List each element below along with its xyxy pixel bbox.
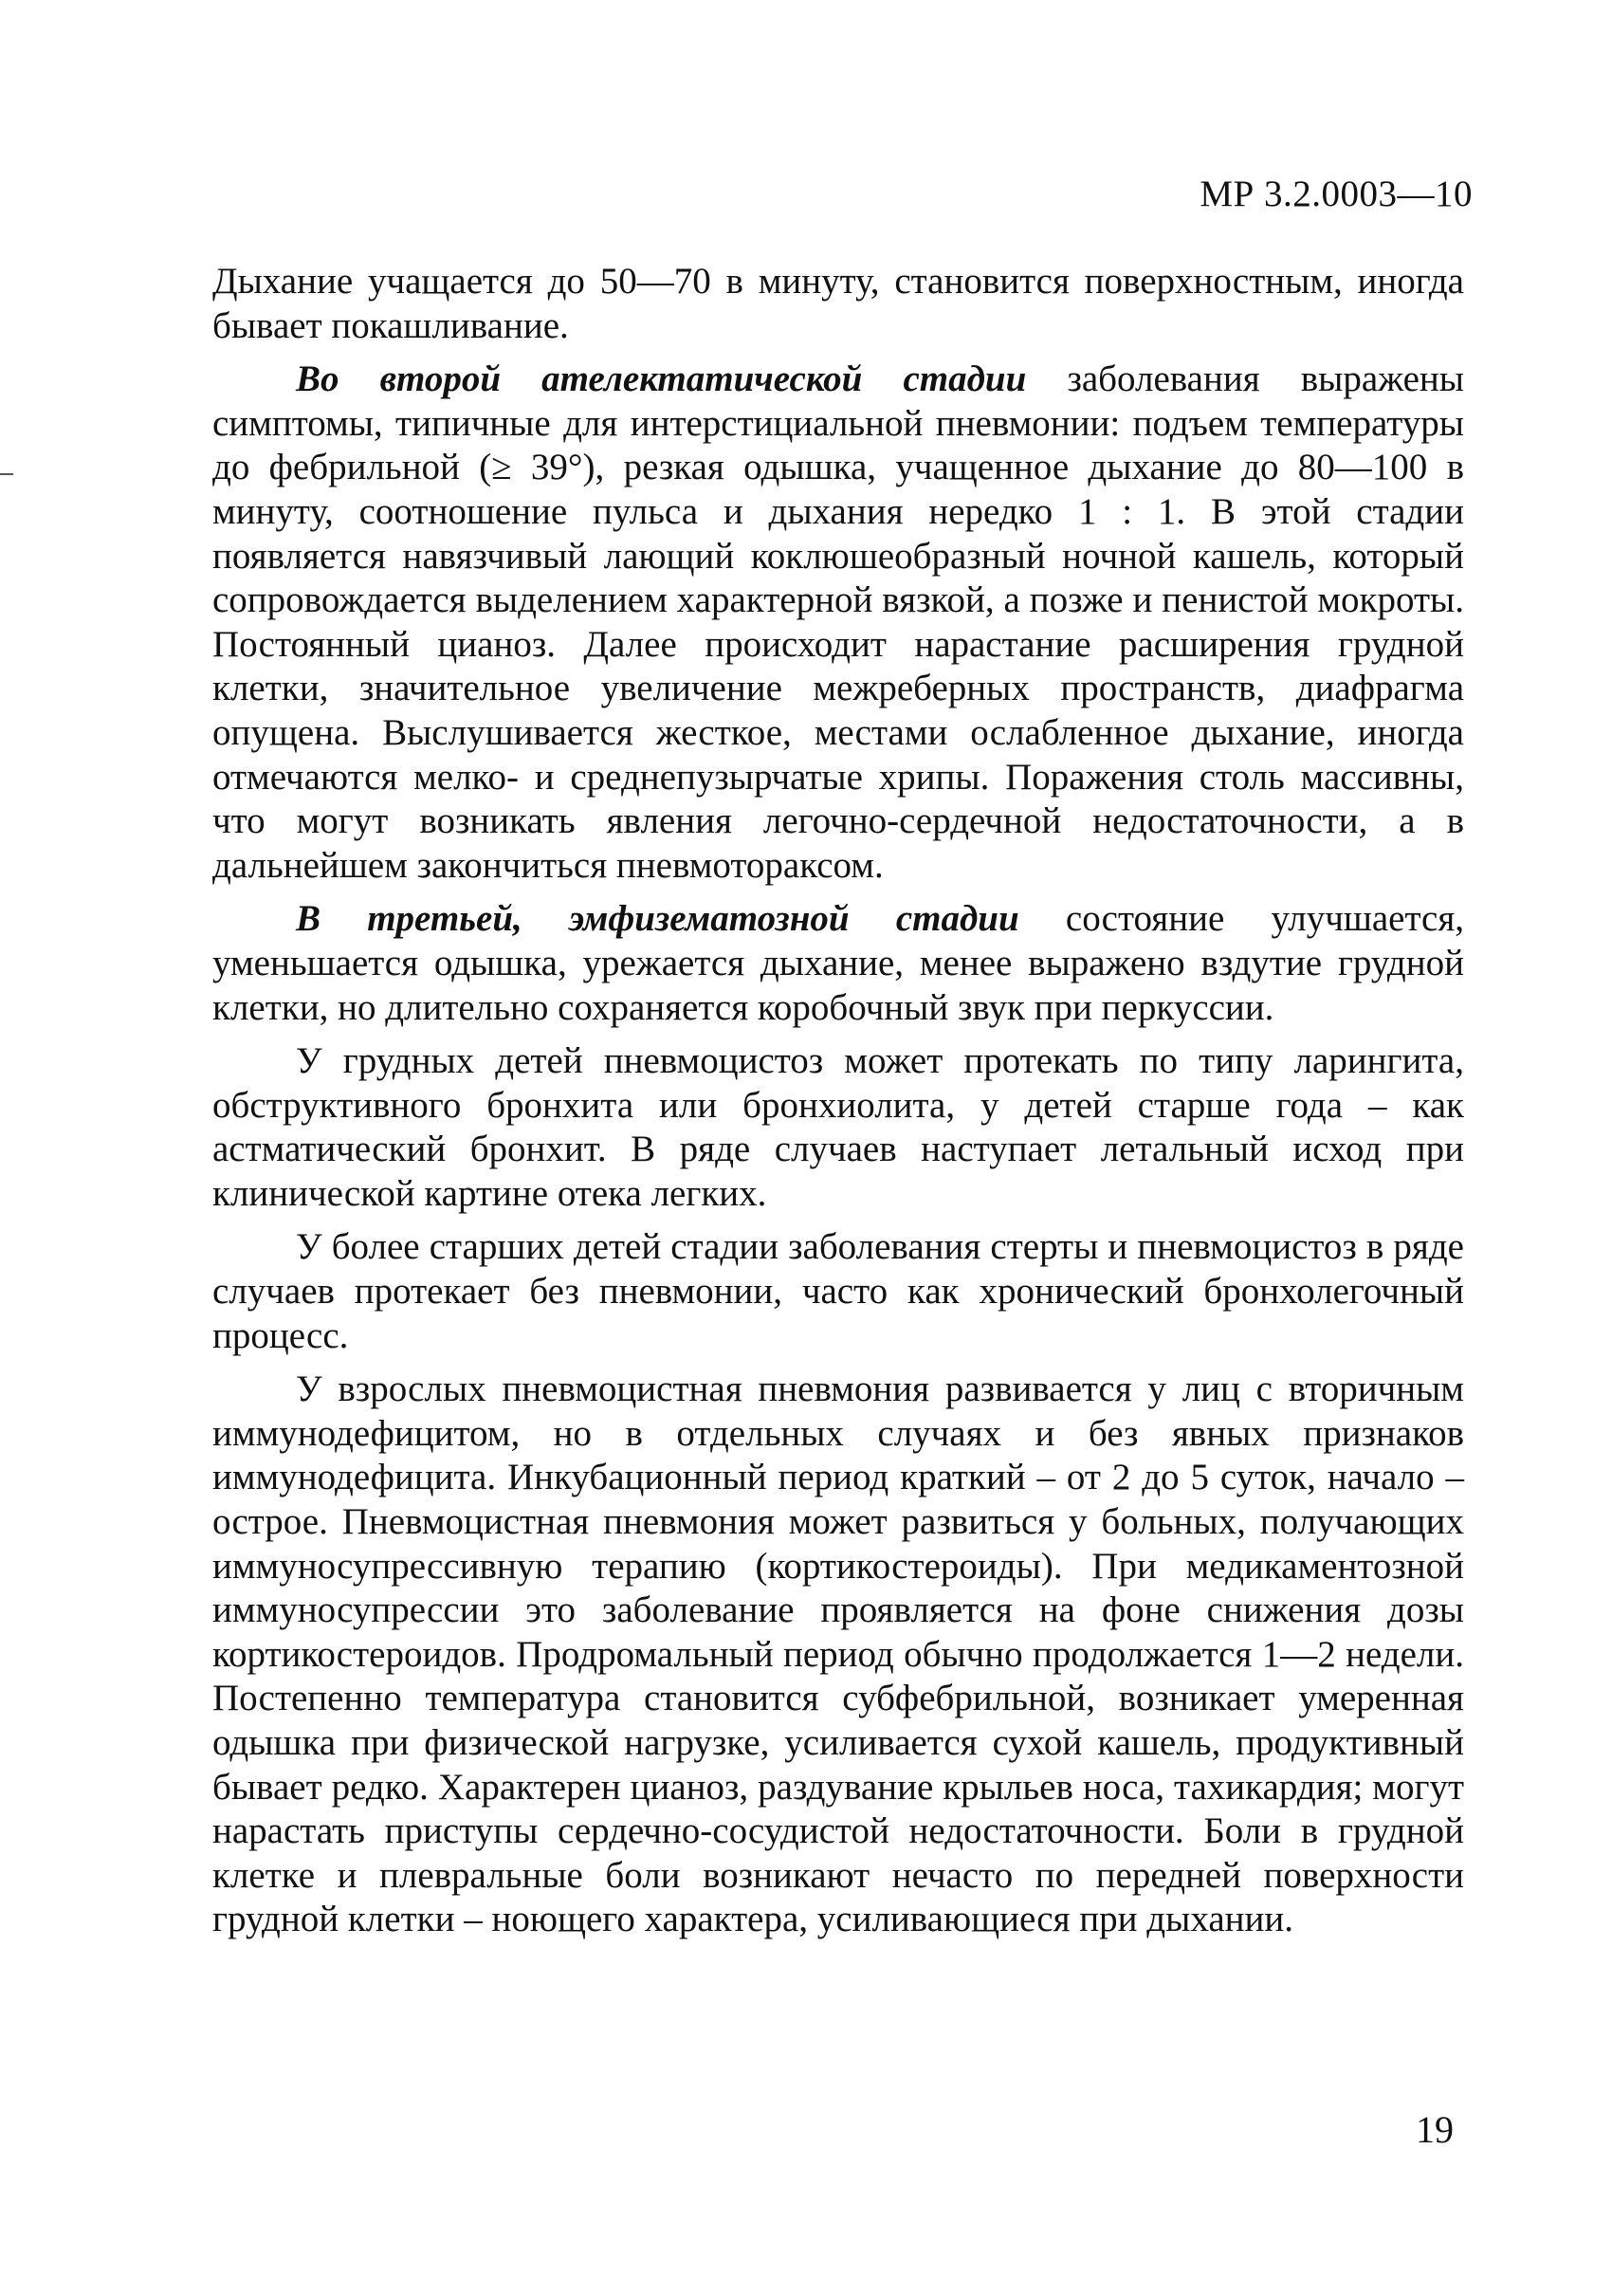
paragraph-2: [212, 358, 1464, 888]
paragraph-3-emphasis: В третьей, эмфизематозной стадии: [296, 898, 1019, 940]
paragraph-1: Дыхание учащается до 50—70 в минуту, становится поверхностным, иногда бывает покашливание.: [212, 261, 1464, 346]
paragraph-6: У взрослых пневмоцистная пневмония развивается у лиц с вторичным иммунодефицитом, но в отдельных случаях и без явных признаков иммунодефицита. Инкубационный период краткий – от 2 до 5 суток, начало – острое. Пневмоцистная пневмония может развиться у больных, получающих иммуносупрессивную терапию (кортикостероиды). При медикаментозной иммуносупрессии это заболевание проявляется на фоне снижения дозы кортикостероидов. Продромальный период обычно продолжается 1—2 недели. Постепенно температура становится субфебрильной, возникает умеренная одышка при физической нагрузке, усиливается сухой кашель, продуктивный бывает редко. Характерен цианоз, раздувание крыльев носа, тахикардия; могут нарастать приступы сердечно-сосудистой недостаточности. Боли в грудной клетке и плевральные боли возникают нечасто по передней поверхности грудной клетки – ноющего характера, усиливающиеся при дыхании.: [212, 1368, 1464, 1940]
paragraph-2-emphasis: Во второй ателектатической стадии: [296, 358, 1027, 400]
body-text: [212, 260, 1464, 1952]
paragraph-2-text: заболевания выражены симптомы, типичные для интерстициальной пневмонии: подъем температуры до фебрильной (≥ 39°), резкая одышка, учащенное дыхание до 80—100 в минуту, соотношение пульса и дыхания нередко 1 : 1. В этой стадии появляется навязчивый лающий коклюшеобразный ночной кашель, который сопровождается выделением характерной вязкой, а позже и пенистой мокроты. Постоянный цианоз. Далее происходит нарастание расширения грудной клетки, значительное увеличение межреберных пространств, диафрагма опущена. Выслушивается жесткое, местами ослабленное дыхание, иногда отмечаются мелко- и среднепузырчатые хрипы. Поражения столь массивны, что могут возникать явления легочно-сердечной недостаточности, а в дальнейшем закончиться пневмотораксом.: [212, 358, 1465, 886]
document-code-header: МР 3.2.0003—10: [1200, 174, 1473, 214]
paragraph-3-text: состояние улучшается, уменьшается одышка, урежается дыхание, менее выражено вздутие грудной клетки, но длительно сохраняется коробочный звук при перкуссии.: [212, 898, 1465, 1028]
page-number: 19: [1416, 2108, 1454, 2151]
paragraph-5: У более старших детей стадии заболевания стерты и пневмоцистоз в ряде случаев протекает без пневмонии, часто как хронический бронхолегочный процесс.: [212, 1226, 1464, 1356]
scan-margin-mark: [0, 473, 13, 475]
paragraph-3: [212, 897, 1464, 1030]
paragraph-4: У грудных детей пневмоцистоз может протекать по типу ларингита, обструктивного бронхита или бронхиолита, у детей старше года – как астматический бронхит. В ряде случаев наступает летальный исход при клинической картине отека легких.: [212, 1040, 1464, 1214]
